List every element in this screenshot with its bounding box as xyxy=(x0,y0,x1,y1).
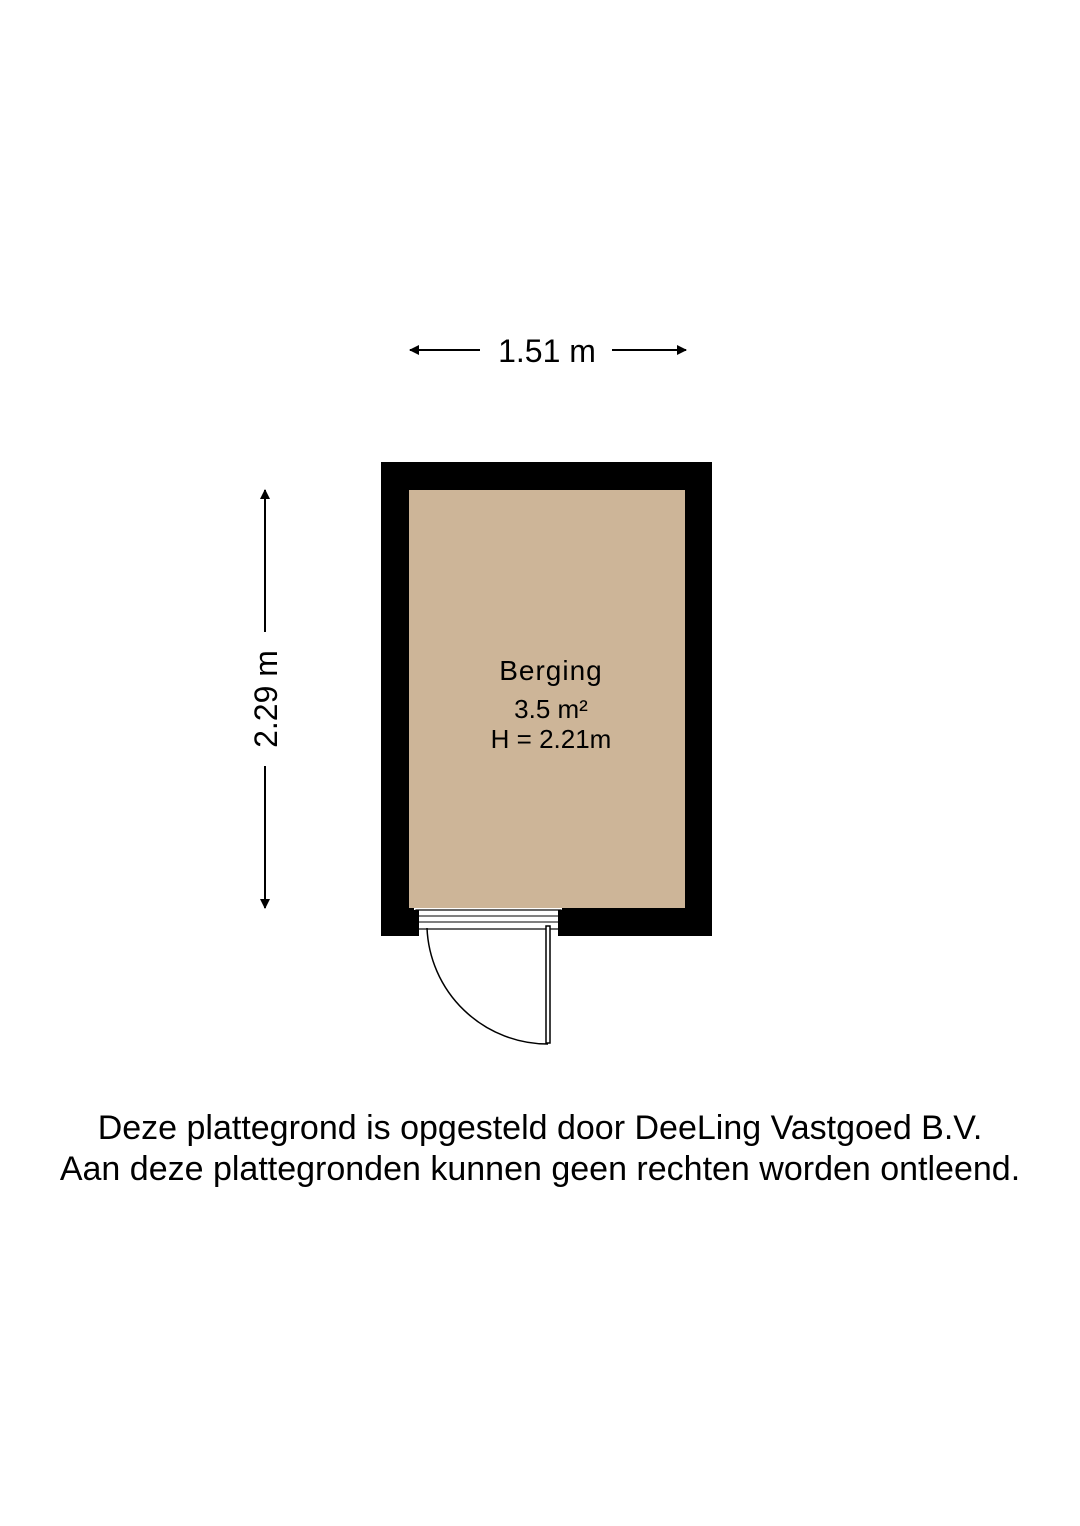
door-jamb-left xyxy=(414,910,419,936)
door-opening xyxy=(414,908,563,936)
door-jamb-right xyxy=(558,910,563,936)
disclaimer xyxy=(0,1108,1080,1190)
room-name: Berging xyxy=(499,655,603,686)
disclaimer-line-1: Deze plattegrond is opgesteld door DeeLing Vastgoed B.V. xyxy=(97,1109,983,1147)
room-height: H = 2.21m xyxy=(490,724,612,754)
room-area: 3.5 m² xyxy=(514,694,588,724)
height-dimension-label: 2.29 m xyxy=(248,650,284,748)
width-dimension-label: 1.51 m xyxy=(498,333,596,369)
door-leaf xyxy=(546,926,550,1043)
door xyxy=(427,926,550,1044)
height-dimension xyxy=(248,490,284,908)
door-swing-arc xyxy=(427,928,548,1044)
door-frame xyxy=(416,910,561,929)
disclaimer-line-2: Aan deze plattegronden kunnen geen rechten worden ontleend. xyxy=(59,1150,1021,1188)
width-dimension xyxy=(410,333,686,369)
